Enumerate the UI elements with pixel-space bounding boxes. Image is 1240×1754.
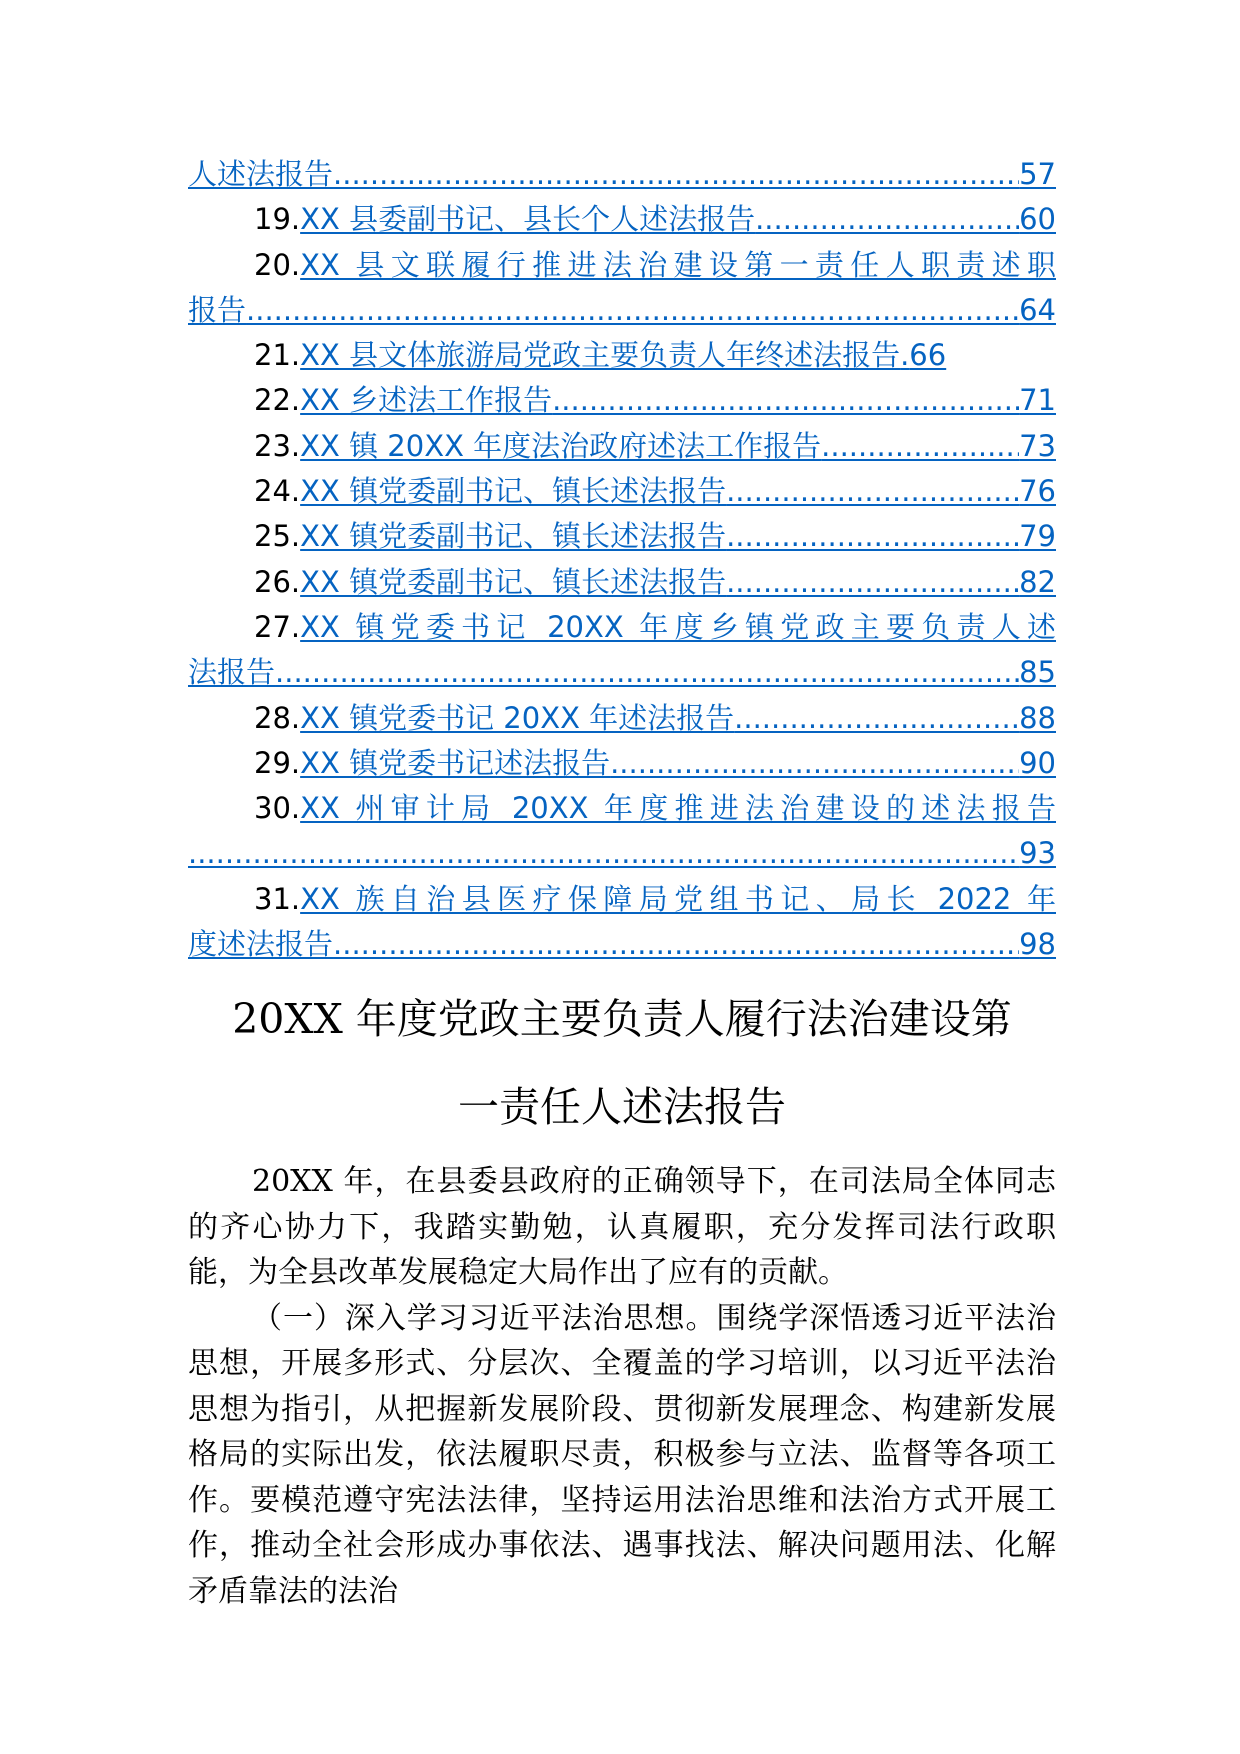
toc-entry[interactable] <box>188 696 1056 741</box>
paragraph-year: 20XX <box>252 1164 333 1200</box>
toc-leader-dots <box>726 469 1019 514</box>
toc-entry[interactable] <box>188 197 1056 242</box>
toc-entry-title[interactable]: XX 县文体旅游局党政主要负责人年终述法报告 <box>300 338 901 373</box>
title-line-1 <box>188 975 1056 1063</box>
paragraph-text: 年，在县委县政府的正确领导下，在司法局全体同志的齐心协力下，我踏实勤勉，认真履职，充分发挥司法行政职能，为全县改革发展稳定大局作出了应有的贡献。 <box>188 1164 1056 1291</box>
toc-leader-dots <box>333 922 1019 967</box>
title-text: 年度党政主要负责人履行法治建设第 <box>342 995 1012 1044</box>
toc-entry-number: 19. <box>254 202 301 237</box>
toc-entry[interactable] <box>188 469 1056 514</box>
toc-entry-title[interactable]: XX 县委副书记、县长个人述法报告 <box>300 202 756 237</box>
toc-page-number[interactable]: 73 <box>1019 428 1056 463</box>
toc-page-number[interactable]: 93 <box>1019 836 1056 871</box>
toc-entry[interactable] <box>188 514 1056 559</box>
document-page <box>188 152 1056 1614</box>
toc-entry-number: 22. <box>254 383 301 418</box>
toc-entry-number: 31. <box>254 881 301 916</box>
toc-leader-dots <box>755 197 1019 242</box>
toc-entry-number: 28. <box>254 700 301 735</box>
toc-entry-title[interactable]: XX 镇党委副书记、镇长述法报告 <box>300 474 727 509</box>
toc-page-number[interactable]: 64 <box>1019 292 1056 327</box>
toc-entry-number: 29. <box>254 745 301 780</box>
toc-page-number[interactable]: 98 <box>1019 927 1056 962</box>
table-of-contents <box>188 152 1056 967</box>
paragraph: （一）深入学习习近平法治思想。围绕学深悟透习近平法治思想，开展多形式、分层次、全覆盖的学习培训，以习近平法治思想为指引，从把握新发展阶段、贯彻新发展理念、构建新发展格局的实际出发，依法履职尽责，积极参与立法、监督等各项工作。要模范遵守宪法法律，坚持运用法治思维和法治方式开展工作，推动全社会形成办事依法、遇事找法、解决问题用法、化解矛盾靠法的法治 <box>188 1300 1056 1609</box>
toc-leader-dots <box>734 696 1019 741</box>
toc-entry-continuation[interactable] <box>188 831 1056 876</box>
toc-leader-dots <box>188 831 1019 876</box>
toc-page-number[interactable]: 57 <box>1019 157 1056 191</box>
toc-page-number[interactable]: 88 <box>1019 700 1056 735</box>
toc-leader-dots <box>333 152 1019 197</box>
toc-page-number[interactable]: 90 <box>1019 745 1056 780</box>
toc-entry-number: 23. <box>254 428 301 463</box>
toc-page-number[interactable]: 85 <box>1019 655 1056 690</box>
toc-page-number-value[interactable]: 66 <box>909 338 947 373</box>
toc-page-number[interactable]: 79 <box>1019 519 1056 554</box>
toc-entry-title-cont[interactable]: 法报告 <box>188 655 276 690</box>
document-body <box>188 1159 1056 1614</box>
toc-entry[interactable] <box>188 152 1056 197</box>
toc-entry[interactable] <box>188 877 1056 922</box>
toc-entry-title[interactable]: XX 州审计局 20XX 年度推进法治建设的述法报告 <box>300 791 1056 826</box>
toc-entry[interactable] <box>188 560 1056 605</box>
toc-entry-number: 26. <box>254 564 301 599</box>
toc-entry-continuation[interactable] <box>188 288 1056 333</box>
document-title <box>188 975 1056 1151</box>
toc-entry-number: 25. <box>254 519 301 554</box>
toc-leader-dots <box>275 650 1019 695</box>
toc-entry[interactable] <box>188 424 1056 469</box>
title-year: 20XX <box>232 995 343 1044</box>
toc-page-number[interactable]: 82 <box>1019 564 1056 599</box>
toc-leader-dots <box>726 560 1019 605</box>
toc-entry-title[interactable]: XX 镇党委副书记、镇长述法报告 <box>300 564 727 599</box>
toc-entry-title[interactable]: XX 族自治县医疗保障局党组书记、局长 2022 年 <box>300 881 1056 916</box>
toc-entry-title[interactable]: XX 乡述法工作报告 <box>300 383 553 418</box>
toc-leader-dots <box>610 741 1019 786</box>
toc-entry-title[interactable]: XX 镇 20XX 年度法治政府述法工作报告 <box>300 428 822 463</box>
title-line-2: 一责任人述法报告 <box>458 1083 786 1132</box>
toc-entry-continuation[interactable] <box>188 922 1056 967</box>
toc-leader-dots <box>821 424 1019 469</box>
toc-entry-continuation[interactable] <box>188 650 1056 695</box>
toc-entry[interactable] <box>188 333 1056 378</box>
toc-entry-number: 21. <box>254 338 301 373</box>
toc-entry-title-cont[interactable]: 报告 <box>188 292 247 327</box>
toc-entry[interactable] <box>188 741 1056 786</box>
paragraph <box>188 1159 1056 1296</box>
toc-leader-dots <box>246 288 1019 333</box>
toc-entry-title[interactable]: XX 镇党委书记 20XX 年述法报告 <box>300 700 735 735</box>
toc-entry[interactable] <box>188 605 1056 650</box>
toc-entry-number: 20. <box>254 247 301 282</box>
toc-leader-dots <box>726 514 1019 559</box>
toc-leader-dots <box>552 378 1019 423</box>
toc-page-number[interactable]: 60 <box>1019 202 1056 237</box>
toc-entry[interactable] <box>188 786 1056 831</box>
toc-page-number[interactable]: 76 <box>1019 474 1056 509</box>
toc-page-number[interactable]: .66 <box>900 338 947 373</box>
toc-entry-number: 30. <box>254 791 301 826</box>
toc-entry[interactable] <box>188 378 1056 423</box>
toc-page-number[interactable]: 71 <box>1019 383 1056 418</box>
toc-entry[interactable] <box>188 243 1056 288</box>
toc-entry-title[interactable]: XX 镇党委副书记、镇长述法报告 <box>300 519 727 554</box>
toc-entry-title[interactable]: XX 县文联履行推进法治建设第一责任人职责述职 <box>300 247 1056 282</box>
toc-entry-title-cont[interactable]: 度述法报告 <box>188 927 334 962</box>
toc-entry-title[interactable]: XX 镇党委书记 20XX 年度乡镇党政主要负责人述 <box>300 609 1056 644</box>
toc-entry-title[interactable]: 人述法报告 <box>188 157 334 191</box>
toc-entry-title[interactable]: XX 镇党委书记述法报告 <box>300 745 611 780</box>
toc-entry-number: 24. <box>254 474 301 509</box>
toc-entry-number: 27. <box>254 609 301 644</box>
